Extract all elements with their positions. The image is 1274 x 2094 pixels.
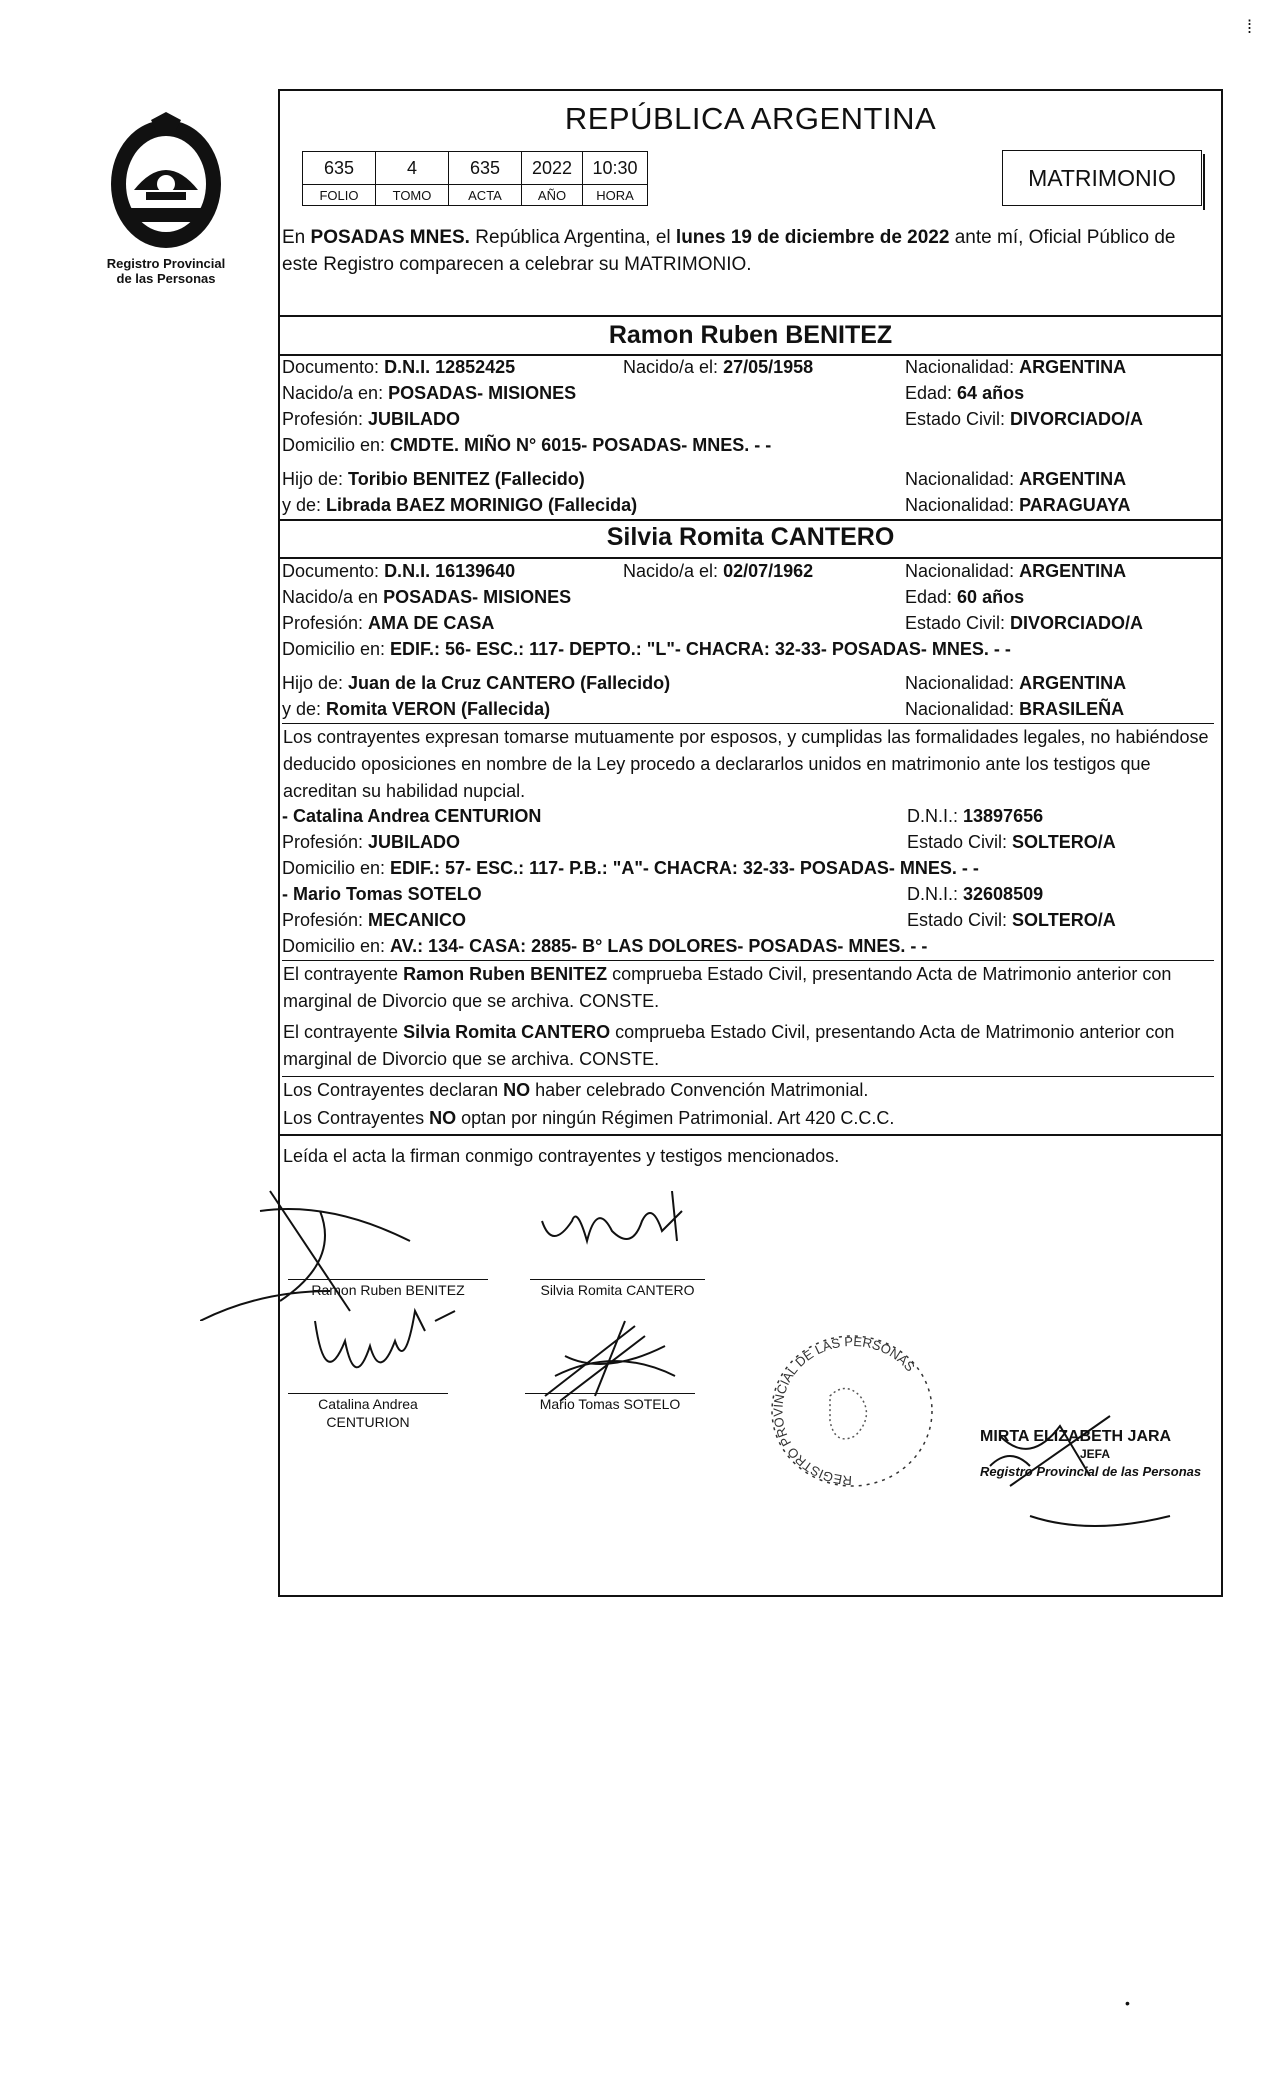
closing-statement: Leída el acta la firman conmigo contrayentes y testigos mencionados. — [283, 1146, 840, 1166]
signature-contrayente2 — [532, 1191, 702, 1271]
label: Nacido/a en: — [282, 383, 389, 403]
divider — [280, 519, 1221, 521]
label: Estado Civil: — [905, 409, 1011, 429]
contrayente2-mother-nationality: BRASILEÑA — [1019, 699, 1125, 719]
contrayente1-age: 64 años — [957, 383, 1025, 403]
official-name: MIRTA ELIZABETH JARA — [980, 1428, 1172, 1445]
contrayente1-civil-status: DIVORCIADO/A — [1010, 409, 1144, 429]
svg-text:REGISTRO PROVINCIAL DE LAS PER — [770, 1334, 918, 1488]
witness2-dni: 32608509 — [963, 884, 1044, 904]
contrayente2-name: Silvia Romita CANTERO — [606, 523, 895, 551]
label: Nacionalidad: — [905, 495, 1020, 515]
seal-text: REGISTRO PROVINCIAL DE LAS PERSONAS — [770, 1333, 918, 1489]
contrayente1-mother-nationality: PARAGUAYA — [1019, 495, 1131, 515]
witness1-profession: JUBILADO — [368, 832, 461, 852]
tomo-value: 4 — [376, 152, 449, 185]
contrayente1-father-nationality: ARGENTINA — [1019, 469, 1127, 489]
note-text: Los Contrayentes — [283, 1108, 430, 1128]
label: Domicilio en: — [282, 639, 391, 659]
intro-paragraph — [282, 224, 1212, 278]
label: Hijo de: — [282, 469, 349, 489]
signature-line — [530, 1279, 705, 1280]
label: Nacionalidad: — [905, 561, 1020, 581]
label: Domicilio en: — [282, 936, 391, 956]
certificate-frame — [278, 89, 1223, 1597]
intro-text: ante mí, Oficial Público de este Registro comparecen a celebrar su MATRIMONIO. — [282, 227, 1176, 275]
witness1-civil-status: SOLTERO/A — [1012, 832, 1116, 852]
logo-label-line1: Registro Provincial — [106, 256, 226, 271]
contrayente2-profession: AMA DE CASA — [368, 613, 495, 633]
acta-value: 635 — [449, 152, 522, 185]
signature-caption-contrayente1: Ramon Ruben BENITEZ — [311, 1282, 465, 1298]
caption-line: Catalina Andrea — [318, 1396, 418, 1412]
label: Nacionalidad: — [905, 699, 1020, 719]
contrayente1-birthplace: POSADAS- MISIONES — [388, 383, 577, 403]
signature-line — [288, 1393, 448, 1394]
contrayente2-birthdate: 02/07/1962 — [723, 561, 814, 581]
label: Nacido/a el: — [623, 357, 724, 377]
record-table — [302, 151, 648, 206]
label: Documento: — [282, 357, 385, 377]
label: Nacido/a en — [282, 587, 384, 607]
contrayente2-dni: D.N.I. 16139640 — [384, 561, 516, 581]
document-title: REPÚBLICA ARGENTINA — [564, 101, 937, 136]
divider — [280, 315, 1221, 317]
contrayente1-nationality: ARGENTINA — [1019, 357, 1127, 377]
intro-date: lunes 19 de diciembre de 2022 — [675, 227, 950, 248]
note-text: optan por ningún Régimen Patrimonial. Art 420 C.C.C. — [456, 1108, 895, 1128]
act-type-box: MATRIMONIO — [1002, 150, 1202, 206]
note-emphasis: NO — [429, 1108, 457, 1128]
intro-text: En — [282, 227, 311, 248]
note-name: Silvia Romita CANTERO — [403, 1022, 611, 1042]
label: Nacionalidad: — [905, 357, 1020, 377]
label: Documento: — [282, 561, 385, 581]
label: Estado Civil: — [905, 613, 1011, 633]
label: Estado Civil: — [907, 832, 1013, 852]
note-contrayente1 — [283, 961, 1218, 1015]
folio-value: 635 — [303, 152, 376, 185]
anio-value: 2022 — [522, 152, 583, 185]
official-role: JEFA — [1080, 1447, 1111, 1461]
contrayente2-father-nationality: ARGENTINA — [1019, 673, 1127, 693]
label: Profesión: — [282, 409, 369, 429]
divider — [280, 557, 1221, 559]
registry-logo — [92, 112, 240, 286]
note-regime — [283, 1105, 1218, 1132]
signature-witness1 — [295, 1301, 465, 1401]
contrayente2-nationality: ARGENTINA — [1019, 561, 1127, 581]
official-office: Registro Provincial de las Personas — [980, 1464, 1202, 1479]
witness2-address: AV.: 134- CASA: 2885- B° LAS DOLORES- POSADAS- MNES. - - — [390, 936, 928, 956]
contrayente2-father: Juan de la Cruz CANTERO (Fallecido) — [348, 673, 671, 693]
note-convention — [283, 1077, 1218, 1104]
contrayente1-father: Toribio BENITEZ (Fallecido) — [348, 469, 585, 489]
contrayente1-dni: D.N.I. 12852425 — [384, 357, 516, 377]
label: Hijo de: — [282, 673, 349, 693]
note-emphasis: NO — [503, 1080, 531, 1100]
logo-label-line2: de las Personas — [116, 271, 216, 286]
contrayente1-profession: JUBILADO — [368, 409, 461, 429]
hora-value: 10:30 — [583, 152, 648, 185]
witness2-civil-status: SOLTERO/A — [1012, 910, 1116, 930]
note-text: haber celebrado Convención Matrimonial. — [530, 1080, 869, 1100]
provincial-shield-icon — [106, 112, 226, 252]
label: Profesión: — [282, 832, 369, 852]
intro-text: República Argentina, el — [469, 227, 676, 248]
signature-caption-contrayente2: Silvia Romita CANTERO — [540, 1282, 695, 1298]
contrayente2-birthplace: POSADAS- MISIONES — [383, 587, 572, 607]
divider — [280, 1134, 1221, 1136]
folio-label: FOLIO — [303, 185, 376, 206]
signature-caption-witness2: Mario Tomas SOTELO — [539, 1396, 681, 1412]
witness2-name: - Mario Tomas SOTELO — [282, 884, 482, 904]
anio-label: AÑO — [522, 185, 583, 206]
note-text: Los Contrayentes declaran — [283, 1080, 504, 1100]
contrayente2-mother: Romita VERON (Fallecida) — [326, 699, 551, 719]
contrayente2-age: 60 años — [957, 587, 1025, 607]
note-contrayente2 — [283, 1019, 1218, 1073]
corner-mark: ⁞ — [1247, 17, 1253, 37]
hora-label: HORA — [583, 185, 648, 206]
label: D.N.I.: — [907, 806, 964, 826]
page-mark: • — [1125, 1995, 1130, 2011]
label: Nacionalidad: — [905, 673, 1020, 693]
note-text: comprueba Estado Civil, presentando Acta de Matrimonio anterior con marginal de Divorcio que se archiva. CONSTE. — [283, 1022, 1175, 1069]
label: Nacido/a el: — [623, 561, 724, 581]
contrayente2-civil-status: DIVORCIADO/A — [1010, 613, 1144, 633]
label: Edad: — [905, 587, 958, 607]
label: Estado Civil: — [907, 910, 1013, 930]
contrayente2-address: EDIF.: 56- ESC.: 117- DEPTO.: "L"- CHACRA: 32-33- POSADAS- MNES. - - — [390, 639, 1011, 659]
note-text: comprueba Estado Civil, presentando Acta de Matrimonio anterior con marginal de Divorcio que se archiva. CONSTE. — [283, 964, 1172, 1011]
declaration-paragraph: Los contrayentes expresan tomarse mutuamente por esposos, y cumplidas las formalidades legales, no habiéndose deducido oposiciones en nombre de la Ley procedo a declararlos unidos en matrimonio ante los testigos que acreditan su habilidad nupcial. — [283, 727, 1209, 801]
witness1-dni: 13897656 — [963, 806, 1044, 826]
label: Nacionalidad: — [905, 469, 1020, 489]
acta-label: ACTA — [449, 185, 522, 206]
signature-caption-witness1 — [288, 1395, 448, 1431]
contrayente1-name: Ramon Ruben BENITEZ — [608, 321, 893, 349]
note-text: El contrayente — [283, 964, 404, 984]
label: Edad: — [905, 383, 958, 403]
tomo-label: TOMO — [376, 185, 449, 206]
label: Domicilio en: — [282, 858, 391, 878]
note-text: El contrayente — [283, 1022, 404, 1042]
witness1-name: - Catalina Andrea CENTURION — [282, 806, 542, 826]
witness2-profession: MECANICO — [368, 910, 467, 930]
caption-line: CENTURION — [326, 1414, 410, 1430]
label: Profesión: — [282, 910, 369, 930]
label: y de: — [282, 699, 327, 719]
label: D.N.I.: — [907, 884, 964, 904]
signature-line — [525, 1393, 695, 1394]
note-name: Ramon Ruben BENITEZ — [403, 964, 608, 984]
label: Profesión: — [282, 613, 369, 633]
label: Domicilio en: — [282, 435, 391, 455]
contrayente1-mother: Librada BAEZ MORINIGO (Fallecida) — [326, 495, 638, 515]
witness1-address: EDIF.: 57- ESC.: 117- P.B.: "A"- CHACRA: 32-33- POSADAS- MNES. - - — [390, 858, 979, 878]
signature-line — [288, 1279, 488, 1280]
official-seal — [760, 1326, 945, 1501]
intro-city: POSADAS MNES. — [310, 227, 470, 248]
contrayente1-address: CMDTE. MIÑO N° 6015- POSADAS- MNES. - - — [390, 435, 772, 455]
label: y de: — [282, 495, 327, 515]
contrayente1-birthdate: 27/05/1958 — [723, 357, 814, 377]
